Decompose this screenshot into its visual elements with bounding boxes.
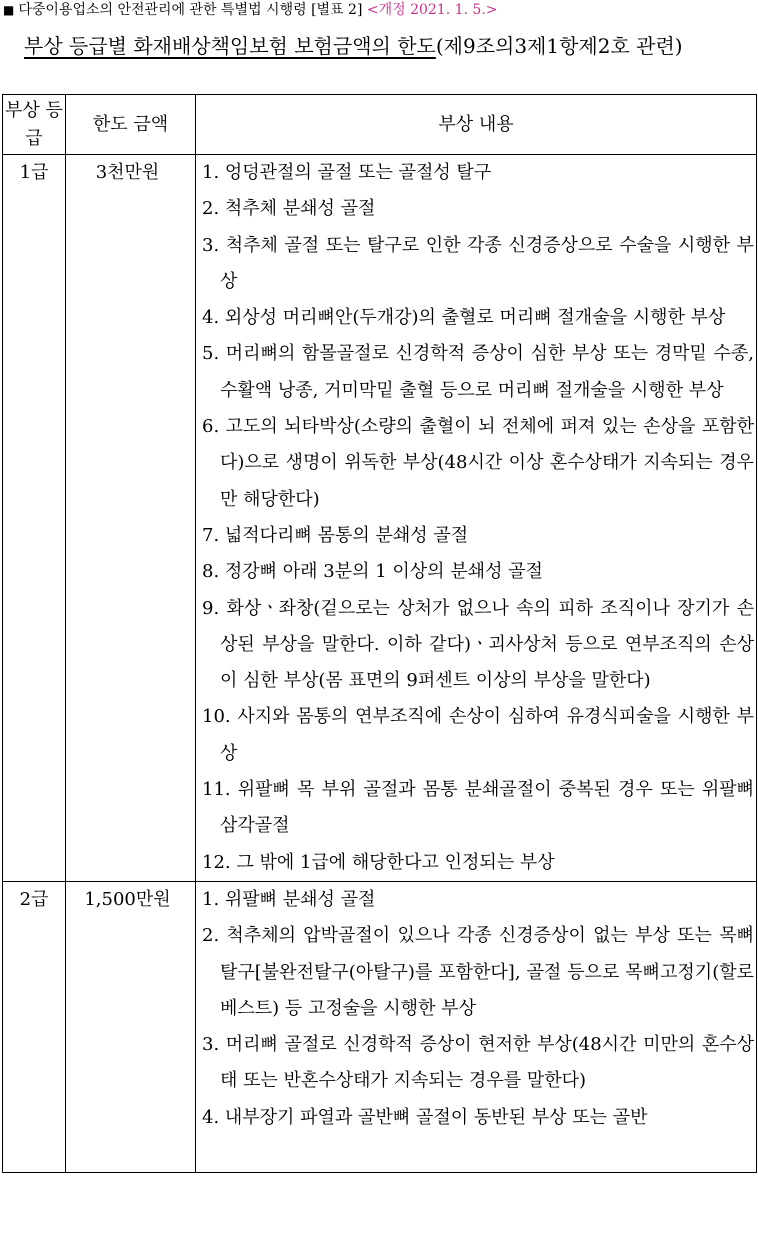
list-item: 11. 위팔뼈 목 부위 골절과 몸통 분쇄골절이 중복된 경우 또는 위팔뼈 삼각골절 (202, 779, 754, 837)
square-bullet-icon: ■ (3, 3, 15, 17)
amount-cell: 1,500만원 (66, 881, 196, 1172)
table-row (3, 155, 757, 882)
list-item: 8. 정강뼈 아래 3분의 1 이상의 분쇄성 골절 (202, 561, 543, 583)
list-item: 4. 내부장기 파열과 골반뼈 골절이 동반된 부상 또는 골반 (202, 1106, 648, 1128)
grade-cell: 1급 (3, 155, 66, 882)
list-item: 10. 사지와 몸통의 연부조직에 손상이 심하여 유경식피술을 시행한 부상 (202, 706, 754, 764)
content-cell (196, 881, 757, 1172)
list-item: 9. 화상ㆍ좌창(겉으로는 상처가 없으나 속의 피하 조직이나 장기가 손상된 부상을 말한다. 이하 같다)ㆍ괴사상처 등으로 연부조직의 손상이 심한 부상(몸 표면의 9퍼센트 이상의 부상을 말한다) (202, 597, 754, 692)
content-cell (196, 155, 757, 882)
list-item: 7. 넓적다리뼈 몸통의 분쇄성 골절 (202, 524, 469, 546)
grade-cell: 2급 (3, 881, 66, 1172)
header-content: 부상 내용 (196, 95, 757, 155)
page-title (24, 32, 754, 60)
list-item: 4. 외상성 머리뼈안(두개강)의 출혈로 머리뼈 절개술을 시행한 부상 (202, 307, 726, 329)
title-article-ref: (제9조의3제1항제2호 관련) (435, 34, 683, 58)
amount-cell: 3천만원 (66, 155, 196, 882)
list-item: 6. 고도의 뇌타박상(소량의 출혈이 뇌 전체에 퍼져 있는 손상을 포함한다)으로 생명이 위독한 부상(48시간 이상 혼수상태가 지속되는 경우만 해당한다) (202, 416, 754, 510)
list-item: 2. 척추체 분쇄성 골절 (202, 198, 376, 220)
list-item: 1. 엉덩관절의 골절 또는 골절성 탈구 (202, 162, 492, 183)
list-item: 12. 그 밖에 1급에 해당한다고 인정되는 부상 (202, 851, 555, 873)
list-item: 5. 머리뼈의 함몰골절로 신경학적 증상이 심한 부상 또는 경막밑 수종, 수활액 낭종, 거미막밑 출혈 등으로 머리뼈 절개술을 시행한 부상 (202, 343, 754, 401)
title-main: 부상 등급별 화재배상책임보험 보험금액의 한도 (24, 34, 436, 58)
law-reference: 다중이용업소의 안전관리에 관한 특별법 시행령 [별표 2] (18, 2, 363, 18)
injury-grade-table (2, 94, 757, 1173)
law-reference-line (3, 0, 755, 20)
amendment-date: <개정 2021. 1. 5.> (366, 2, 498, 18)
list-item: 3. 머리뼈 골절로 신경학적 증상이 현저한 부상(48시간 미만의 혼수상태 또는 반혼수상태가 지속되는 경우를 말한다) (202, 1034, 754, 1092)
header-amount: 한도 금액 (66, 95, 196, 155)
list-item: 3. 척추체 골절 또는 탈구로 인한 각종 신경증상으로 수술을 시행한 부상 (202, 234, 754, 292)
list-item: 1. 위팔뼈 분쇄성 골절 (202, 888, 376, 910)
table-row (3, 881, 757, 1172)
content-overflow-clip (202, 882, 756, 1172)
header-grade: 부상 등급 (3, 95, 66, 155)
list-item: 2. 척추체의 압박골절이 있으나 각종 신경증상이 없는 부상 또는 목뼈 탈구[불완전탈구(아탈구)를 포함한다], 골절 등으로 목뼈고정기(할로베스트) 등 고정술을 시행한 부상 (202, 925, 754, 1019)
table-header-row (3, 95, 757, 155)
